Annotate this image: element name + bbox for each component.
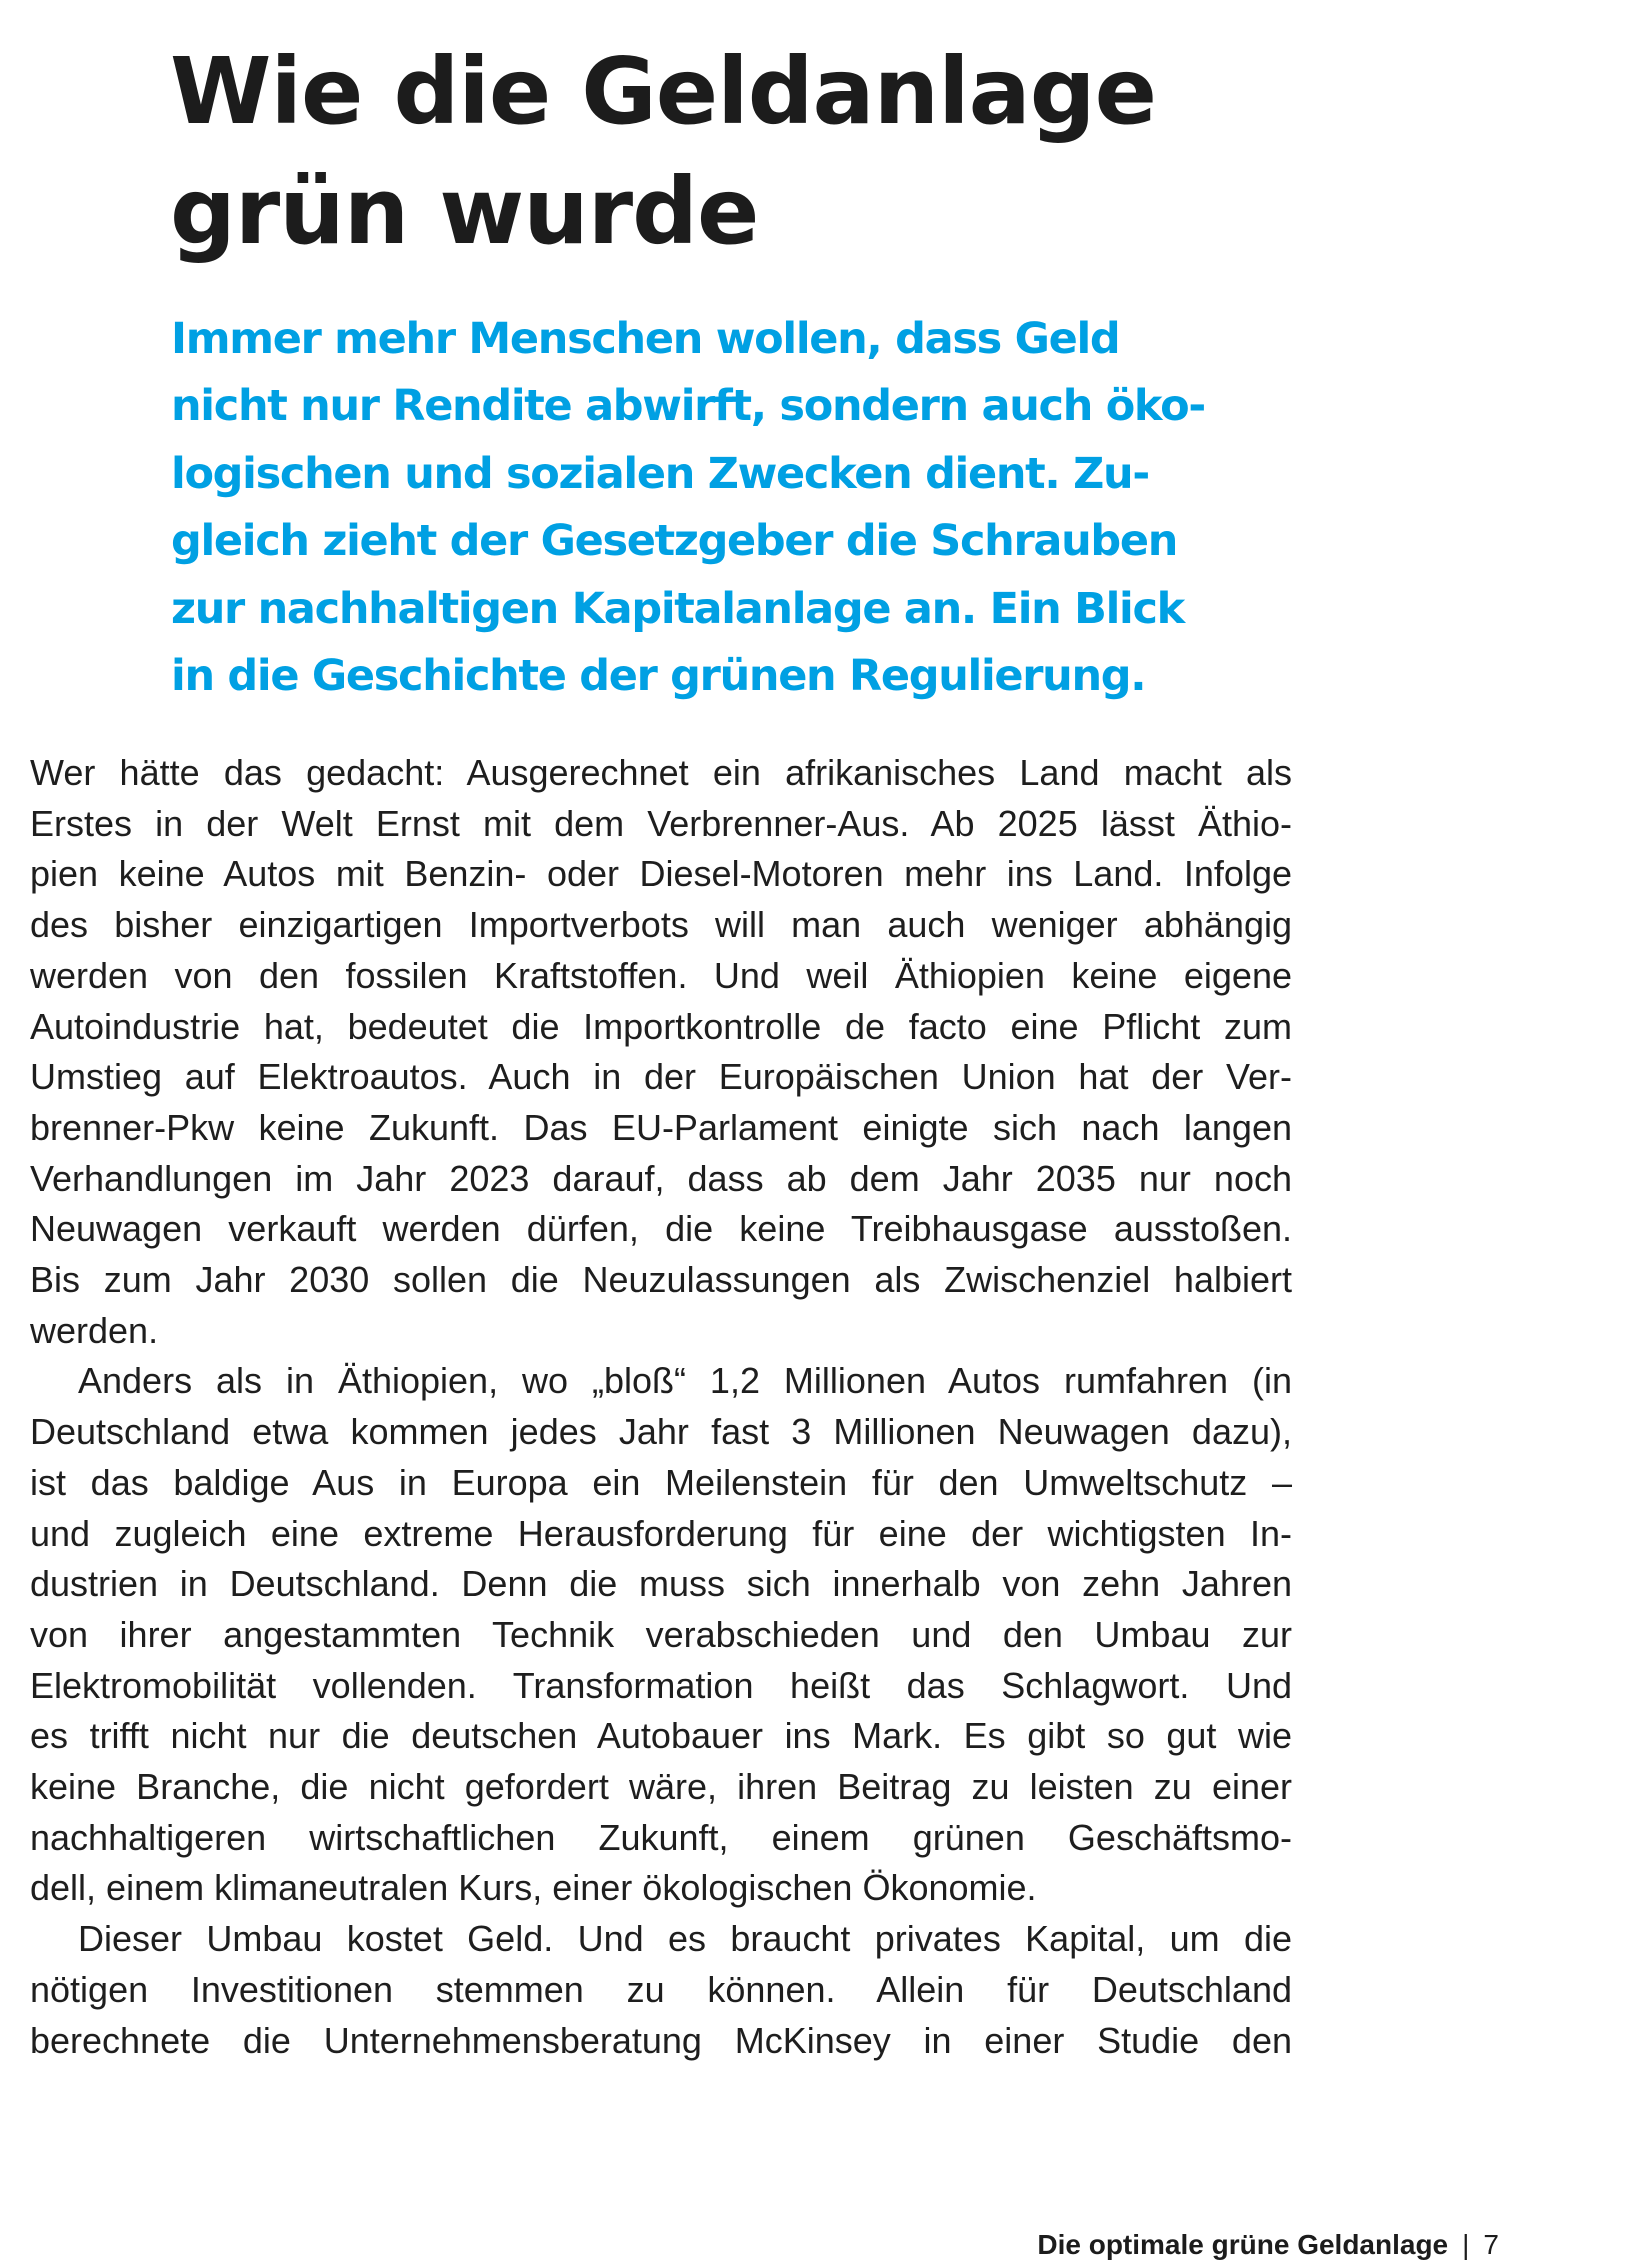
- body-line: Deutschland etwa kommen jedes Jahr fast 3 Millionen Neuwagen dazu),: [30, 1411, 1292, 1453]
- body-line: Dieser Umbau kostet Geld. Und es braucht privates Kapital, um die: [78, 1918, 1292, 1960]
- lead-line: in die Geschichte der grünen Regulierung.: [171, 651, 1146, 702]
- article-lead: [171, 306, 1351, 710]
- body-line: es trifft nicht nur die deutschen Autobauer ins Mark. Es gibt so gut wie: [30, 1715, 1292, 1757]
- body-line: und zugleich eine extreme Herausforderung für eine der wichtigsten In-: [30, 1512, 1292, 1554]
- body-line: Erstes in der Welt Ernst mit dem Verbrenner-Aus. Ab 2025 lässt Äthio-: [30, 802, 1292, 844]
- body-line: Autoindustrie hat, bedeutet die Importkontrolle de facto eine Pflicht zum: [30, 1005, 1292, 1047]
- body-line: des bisher einzigartigen Importverbots will man auch weniger abhängig: [30, 904, 1292, 946]
- lead-line: Immer mehr Menschen wollen, dass Geld: [171, 314, 1120, 364]
- body-line: Umstieg auf Elektroautos. Auch in der Europäischen Union hat der Ver-: [30, 1056, 1292, 1098]
- body-line: pien keine Autos mit Benzin- oder Diesel-Motoren mehr ins Land. Infolge: [30, 853, 1292, 895]
- body-line: Verhandlungen im Jahr 2023 darauf, dass ab dem Jahr 2035 nur noch: [30, 1157, 1292, 1199]
- page-footer: [1037, 2228, 1499, 2262]
- body-line: berechnete die Unternehmensberatung McKinsey in einer Studie den: [30, 2019, 1292, 2061]
- running-footer-title: Die optimale grüne Geldanlage: [1037, 2229, 1449, 2260]
- body-line: brenner-Pkw keine Zukunft. Das EU-Parlament einigte sich nach langen: [30, 1106, 1292, 1148]
- title-line: Wie die Geldanlage: [170, 38, 1157, 145]
- lead-line: nicht nur Rendite abwirft, sondern auch öko-: [171, 381, 1205, 432]
- lead-line: logischen und sozialen Zwecken dient. Zu-: [171, 448, 1149, 499]
- body-line: Elektromobilität vollenden. Transformation heißt das Schlagwort. Und: [30, 1664, 1292, 1706]
- body-line: ist das baldige Aus in Europa ein Meilenstein für den Umweltschutz –: [30, 1461, 1292, 1503]
- body-line: von ihrer angestammten Technik verabschieden und den Umbau zur: [30, 1613, 1292, 1655]
- body-line: werden von den fossilen Kraftstoffen. Und weil Äthiopien keine eigene: [30, 954, 1292, 996]
- body-line: Wer hätte das gedacht: Ausgerechnet ein afrikanisches Land macht als: [30, 752, 1292, 793]
- body-line: keine Branche, die nicht gefordert wäre, ihren Beitrag zu leisten zu einer: [30, 1766, 1292, 1808]
- body-line: Anders als in Äthiopien, wo „bloß“ 1,2 Millionen Autos rumfahren (in: [78, 1360, 1292, 1402]
- body-line: Bis zum Jahr 2030 sollen die Neuzulassungen als Zwischenziel halbiert: [30, 1259, 1292, 1301]
- body-line: werden.: [30, 1309, 159, 1351]
- lead-line: gleich zieht der Gesetzgeber die Schrauben: [171, 516, 1178, 567]
- body-line: nachhaltigeren wirtschaftlichen Zukunft, einem grünen Geschäftsmo-: [30, 1816, 1292, 1858]
- body-line: dustrien in Deutschland. Denn die muss sich innerhalb von zehn Jahren: [30, 1563, 1292, 1605]
- body-line: dell, einem klimaneutralen Kurs, einer ökologischen Ökonomie.: [30, 1867, 1037, 1909]
- body-line: Neuwagen verkauft werden dürfen, die keine Treibhausgase ausstoßen.: [30, 1208, 1292, 1250]
- title-line: grün wurde: [170, 158, 759, 265]
- page-number: 7: [1483, 2229, 1499, 2260]
- article-title: [170, 32, 1320, 272]
- article-body: [30, 748, 1292, 2066]
- body-line: nötigen Investitionen stemmen zu können. Allein für Deutschland: [30, 1968, 1292, 2010]
- footer-separator: |: [1462, 2229, 1470, 2260]
- lead-line: zur nachhaltigen Kapitalanlage an. Ein Blick: [171, 583, 1184, 634]
